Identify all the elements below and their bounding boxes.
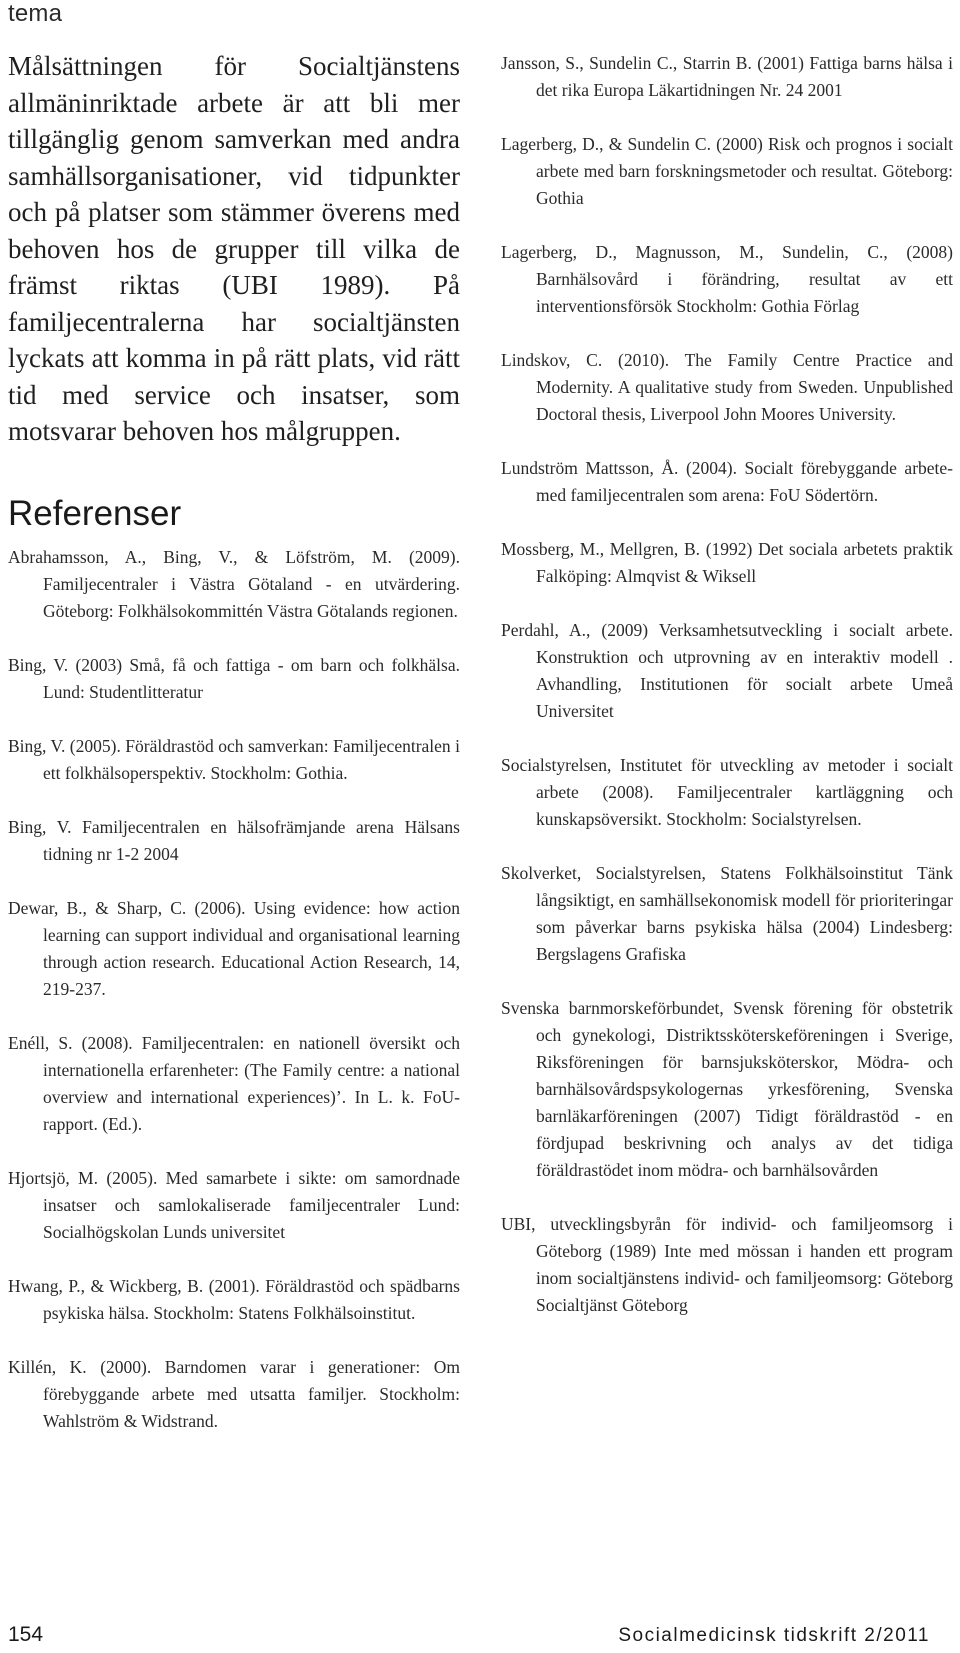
reference-item: UBI, utvecklingsbyrån för individ- och familjeomsorg i Göteborg (1989) Inte med mössan i handen ett program inom socialtjänstens individ- och familjeomsorg: Göteborg Socialtjänst Göteborg — [501, 1214, 953, 1315]
intro-paragraph: Målsättningen för Socialtjänstens allmäninriktade arbete är att bli mer tillgänglig genom samverkan med andra samhällsorganisationer, vid tidpunkter och på platser som stämmer överens med behoven hos de grupper till vilka de främst riktas (UBI 1989). På familjecentralerna har socialtjänsten lyckats att komma in på rätt plats, vid rätt tid med service och insatser, som motsvarar behoven hos målgruppen. — [8, 51, 460, 446]
reference-item: Enéll, S. (2008). Familjecentralen: en nationell översikt och internationella erfarenheter: (The Family centre: a national overview and international experiences)’. In L. k. FoU-rapport. (Ed.). — [8, 1032, 460, 1134]
page-number: 154 — [8, 1623, 44, 1646]
references-heading: Referenser — [8, 493, 182, 533]
reference-list-left — [8, 544, 460, 1435]
reference-item: Lagerberg, D., Magnusson, M., Sundelin, C., (2008) Barnhälsovård i förändring, resultat av ett interventionsförsök Stockholm: Gothia Förlag — [501, 242, 953, 316]
reference-item: Hwang, P., & Wickberg, B. (2001). Föräldrastöd och spädbarns psykiska hälsa. Stockholm: Statens Folkhälsoinstitut. — [8, 1275, 460, 1323]
reference-item: Hjortsjö, M. (2005). Med samarbete i sikte: om samordnade insatser och samlokaliserade familjecentraler Lund: Socialhögskolan Lunds universitet — [8, 1167, 460, 1242]
reference-item: Lindskov, C. (2010). The Family Centre Practice and Modernity. A qualitative study from Sweden. Unpublished Doctoral thesis, Liverpool John Moores University. — [501, 350, 953, 424]
reference-item: Bing, V. Familjecentralen en hälsofrämjande arena Hälsans tidning nr 1-2 2004 — [8, 816, 460, 864]
reference-item: Perdahl, A., (2009) Verksamhetsutveckling i socialt arbete. Konstruktion och utprovning av en interaktiv modell . Avhandling, Institutionen för socialt arbete Umeå Universitet — [501, 620, 953, 721]
right-column — [501, 50, 953, 1346]
section-label: tema — [8, 0, 63, 27]
reference-item: Lundström Mattsson, Å. (2004). Socialt förebyggande arbete- med familjecentralen som arena: FoU Södertörn. — [501, 458, 953, 505]
reference-item: Dewar, B., & Sharp, C. (2006). Using evidence: how action learning can support individual and organisational learning through action research. Educational Action Research, 14, 219-237. — [8, 897, 460, 999]
reference-item: Bing, V. (2005). Föräldrastöd och samverkan: Familjecentralen i ett folkhälsoperspektiv. Stockholm: Gothia. — [8, 735, 460, 783]
reference-item: Socialstyrelsen, Institutet för utveckling av metoder i socialt arbete (2008). Familjecentraler kartläggning och kunskapsöversikt. Stockholm: Socialstyrelsen. — [501, 755, 953, 829]
reference-list-right — [501, 50, 953, 1319]
reference-item: Lagerberg, D., & Sundelin C. (2000) Risk och prognos i socialt arbete med barn forskningsmetoder och resultat. Göteborg: Gothia — [501, 134, 953, 208]
reference-item: Svenska barnmorskeförbundet, Svensk förening för obstetrik och gynekologi, Distriktssköterskeföreningen i Sverige, Riksföreningen för barnsjuksköterskor, Mödra- och barnhälsovårdspsykologernas yrkesförening, Svenska barnläkarföreningen (2007) Tidigt föräldrastöd - en fördjupad beskrivning och analys av det tidiga föräldrastödet inom mödra- och barnhälsovården — [501, 998, 953, 1180]
left-column — [8, 48, 460, 1462]
reference-item: Jansson, S., Sundelin C., Starrin B. (2001) Fattiga barns hälsa i det rika Europa Läkartidningen Nr. 24 2001 — [501, 53, 953, 100]
reference-item: Bing, V. (2003) Små, få och fattiga - om barn och folkhälsa. Lund: Studentlitteratur — [8, 654, 460, 702]
journal-name: Socialmedicinsk tidskrift 2/2011 — [618, 1625, 930, 1646]
reference-item: Skolverket, Socialstyrelsen, Statens Folkhälsoinstitut Tänk långsiktigt, en samhällsekonomisk modell för prioriteringar som påverkar barns psykiska hälsa (2004) Lindesberg: Bergslagens Grafiska — [501, 863, 954, 964]
reference-item: Mossberg, M., Mellgren, B. (1992) Det sociala arbetets praktik Falköping: Almqvist & Wiksell — [501, 539, 953, 586]
reference-item: Killén, K. (2000). Barndomen varar i generationer: Om förebyggande arbete med utsatta familjer. Stockholm: Wahlström & Widstrand. — [8, 1356, 460, 1431]
reference-item: Abrahamsson, A., Bing, V., & Löfström, M. (2009). Familjecentraler i Västra Götaland - en utvärdering. Göteborg: Folkhälsokommittén Västra Götalands regionen. — [8, 546, 460, 621]
